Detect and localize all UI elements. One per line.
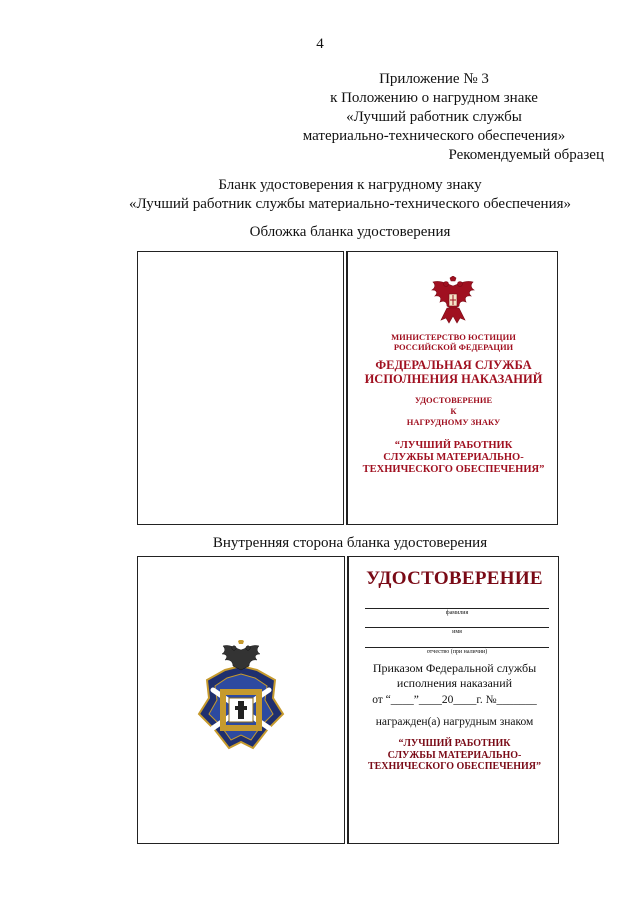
inner-award-line: СЛУЖБЫ МАТЕРИАЛЬНО- bbox=[387, 749, 522, 761]
patronymic-field-line bbox=[365, 633, 549, 648]
blank-title-line: Бланк удостоверения к нагрудному знаку bbox=[218, 177, 482, 193]
cover-section-title: Обложка бланка удостоверения bbox=[249, 224, 451, 240]
cover-cert-line: НАГРУДНОМУ ЗНАКУ bbox=[406, 417, 501, 427]
inner-right-panel bbox=[348, 556, 559, 844]
cover-cert-line: УДОСТОВЕРЕНИЕ bbox=[414, 395, 493, 405]
cover-award-line: “ЛУЧШИЙ РАБОТНИК bbox=[394, 440, 513, 451]
ministry-line: МИНИСТЕРСТВО ЮСТИЦИИ bbox=[391, 332, 516, 342]
cover-back-panel bbox=[137, 251, 343, 525]
appendix-line: Приложение № 3 bbox=[379, 71, 489, 87]
service-line: ФЕДЕРАЛЬНАЯ СЛУЖБА bbox=[375, 358, 532, 372]
appendix-line: к Положению о нагрудном знаке bbox=[330, 90, 538, 106]
blank-title-line: «Лучший работник службы материально-технического обеспечения» bbox=[129, 196, 571, 212]
order-date-line: от “____”____20____г. №_______ bbox=[372, 694, 537, 706]
order-line: исполнения наказаний bbox=[396, 676, 513, 690]
surname-caption: фамилия bbox=[445, 610, 469, 616]
awarded-text: награжден(а) нагрудным знаком bbox=[375, 716, 534, 728]
cover-award-line: ТЕХНИЧЕСКОГО ОБЕСПЕЧЕНИЯ” bbox=[362, 464, 545, 475]
patronymic-caption: отчество (при наличии) bbox=[426, 649, 488, 655]
ministry-line: РОССИЙСКОЙ ФЕДЕРАЦИИ bbox=[393, 342, 514, 352]
inner-left-panel bbox=[137, 556, 344, 844]
appendix-line: материально-технического обеспечения» bbox=[302, 128, 566, 144]
page-number: 4 bbox=[316, 36, 324, 52]
appendix-line: «Лучший работник службы bbox=[346, 109, 522, 125]
name-caption: имя bbox=[452, 629, 462, 635]
order-line: Приказом Федеральной службы bbox=[372, 661, 537, 675]
cover-front-panel bbox=[347, 251, 558, 525]
cover-award-line: СЛУЖБЫ МАТЕРИАЛЬНО- bbox=[383, 452, 524, 463]
cover-cert-line: К bbox=[450, 406, 457, 416]
inner-section-title: Внутренняя сторона бланка удостоверения bbox=[212, 535, 488, 551]
appendix-block bbox=[264, 70, 604, 146]
blank-title bbox=[60, 176, 640, 214]
sample-label: Рекомендуемый образец bbox=[448, 147, 604, 163]
inner-heading: УДОСТОВЕРЕНИЕ bbox=[366, 568, 543, 589]
name-field-line bbox=[365, 613, 549, 628]
inner-award-line: ТЕХНИЧЕСКОГО ОБЕСПЕЧЕНИЯ” bbox=[367, 761, 542, 772]
inner-award-line: “ЛУЧШИЙ РАБОТНИК bbox=[398, 738, 511, 749]
double-headed-eagle-emblem-icon bbox=[429, 276, 477, 326]
award-badge-icon bbox=[193, 640, 289, 758]
surname-field-line bbox=[365, 594, 549, 609]
service-line: ИСПОЛНЕНИЯ НАКАЗАНИЙ bbox=[364, 372, 543, 386]
